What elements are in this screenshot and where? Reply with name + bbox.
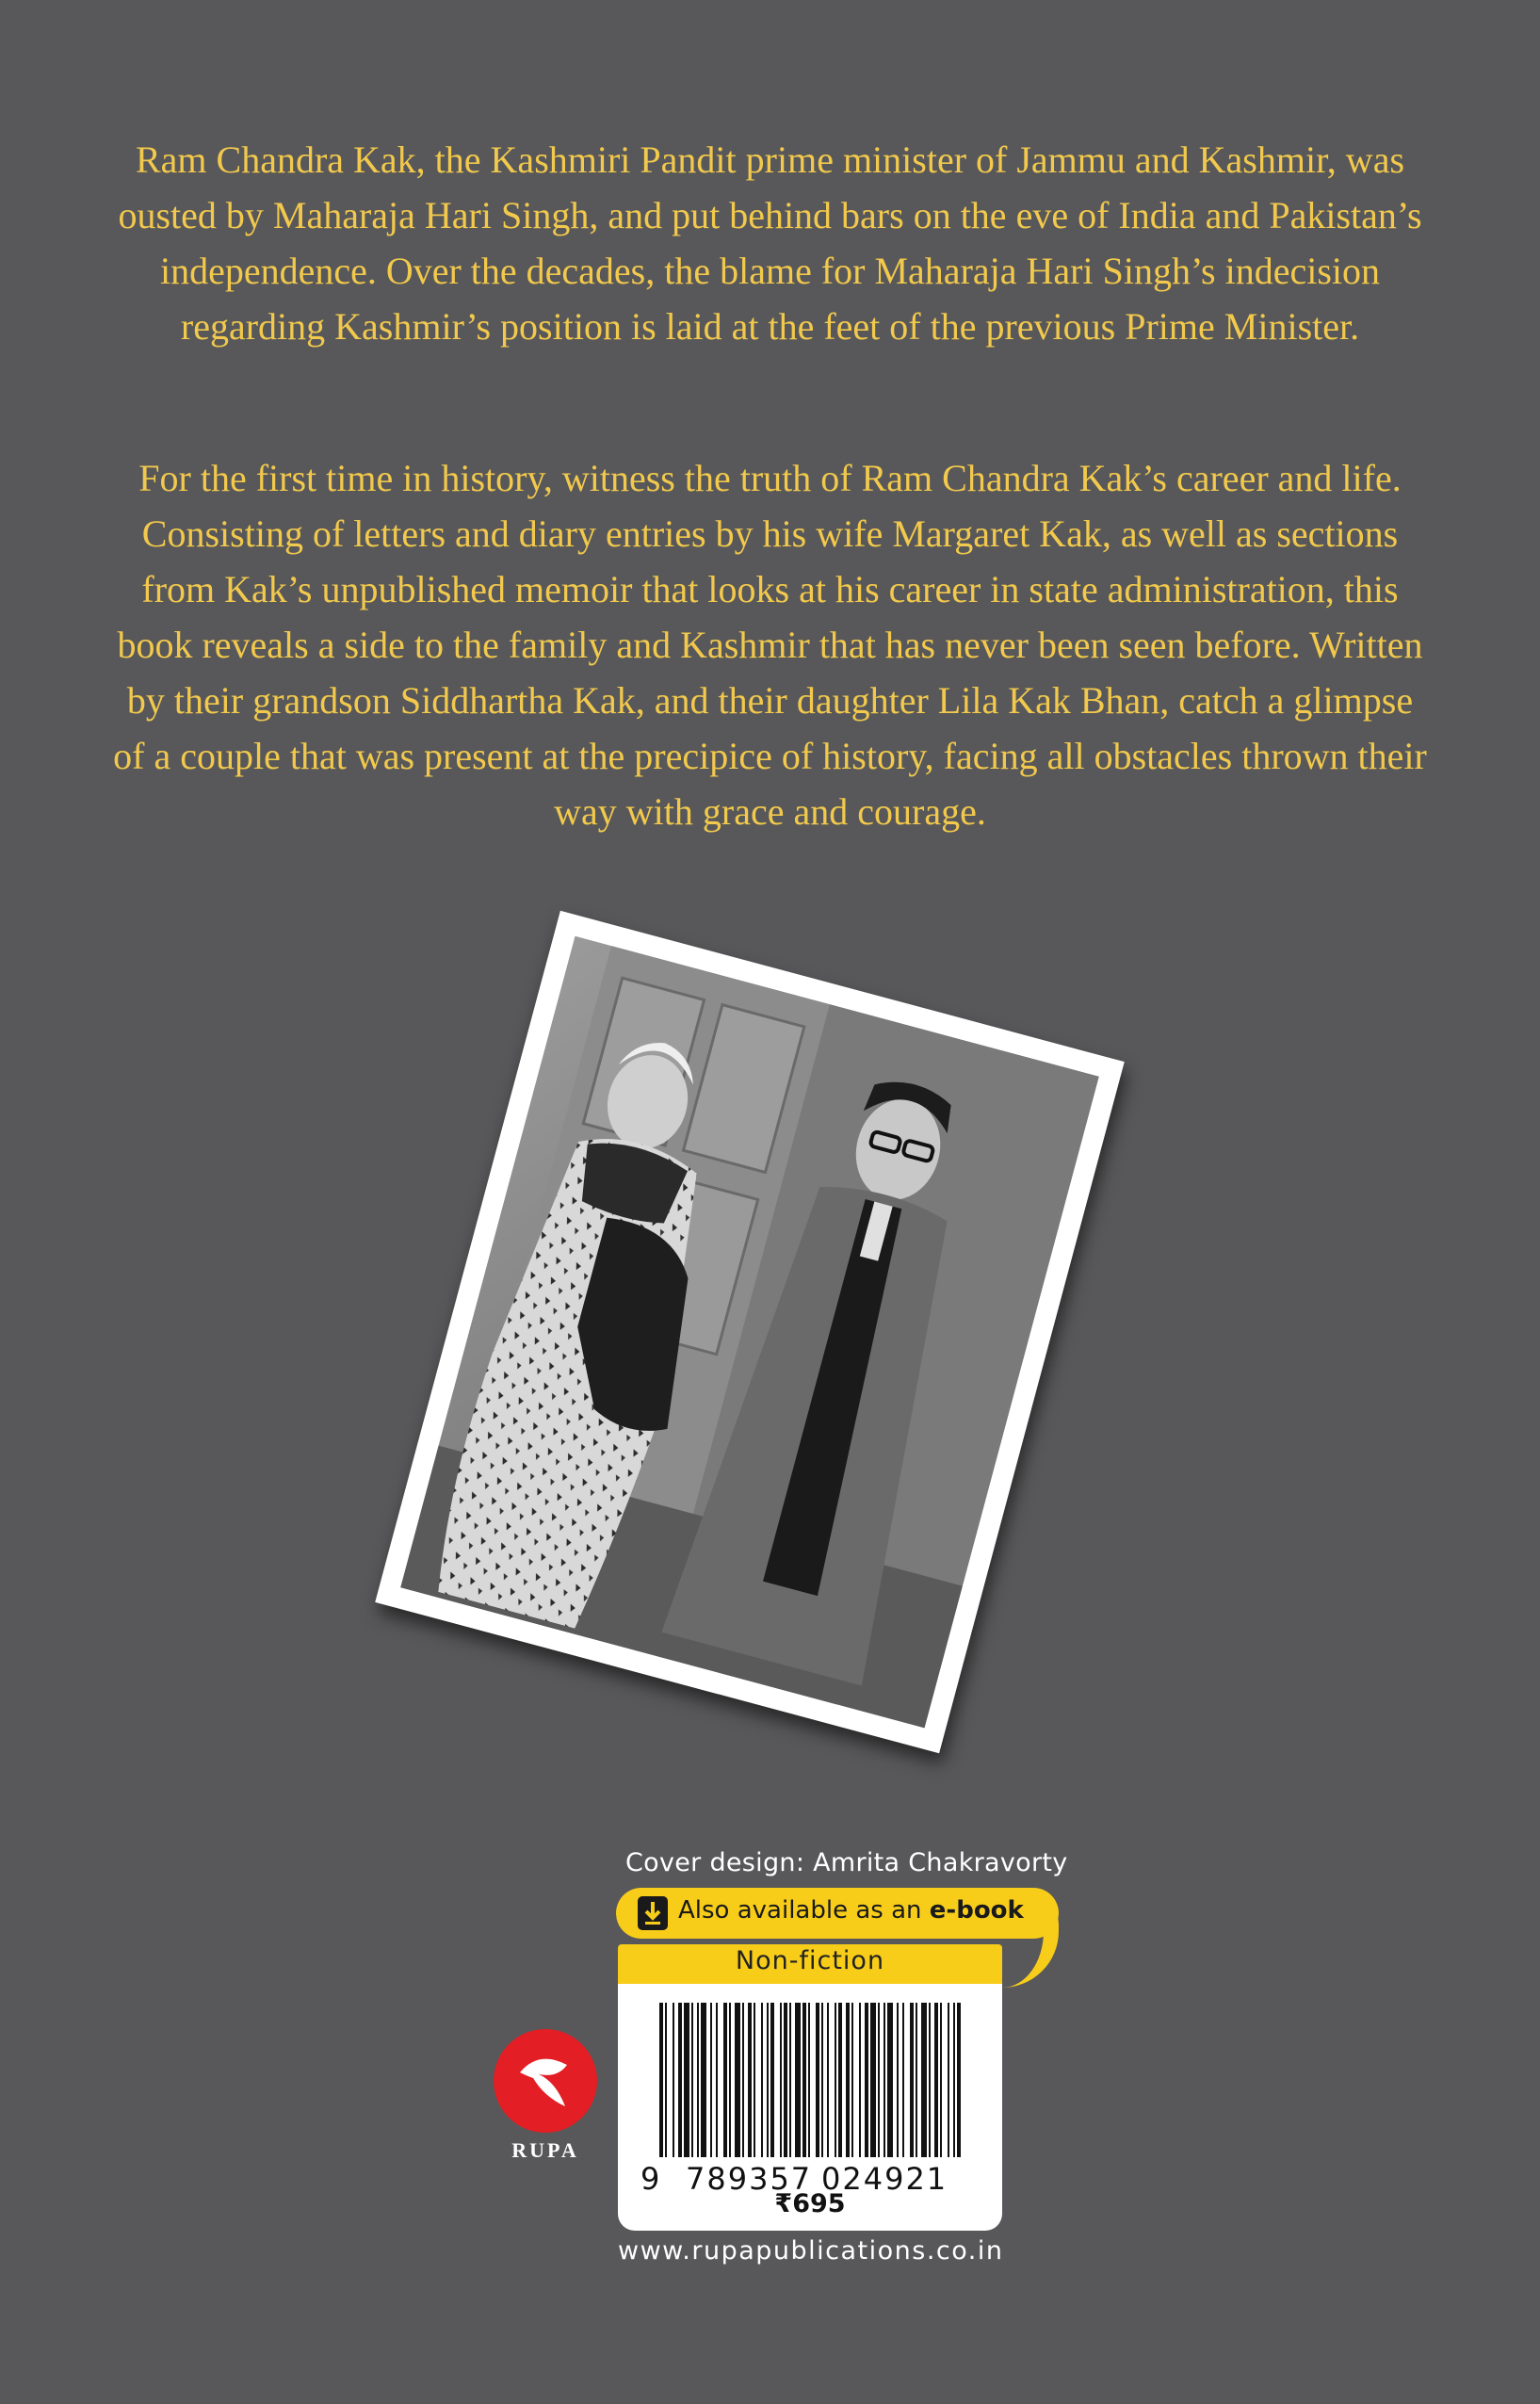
barcode-bar — [716, 2003, 718, 2157]
publisher-website: www.rupapublications.co.in — [618, 2236, 1004, 2266]
barcode-bar — [934, 2003, 938, 2157]
download-icon — [637, 1895, 669, 1931]
barcode-bar — [929, 2003, 931, 2157]
barcode-bar — [701, 2003, 706, 2157]
rupa-logo-icon — [492, 2027, 599, 2135]
barcode-bar — [883, 2003, 885, 2157]
barcode-bar — [887, 2003, 893, 2157]
barcode-bar — [710, 2003, 712, 2157]
barcode-bar — [673, 2003, 674, 2157]
blurb-paragraph-2: For the first time in history, witness the truth of Ram Chandra Kak’s career and life. Consisting of letters and diary entries by his wife Margaret Kak, as well as sections from Kak’s unpublished memoir that looks at his career in state administration, this book reveals a side to the family and Kashmir that has never been seen before. Written by their grandson Siddhartha Kak, and their daughter Lila Kak Bhan, catch a glimpse of a couple that was present at the precipice of history, facing all obstacles thrown their way with grace and courage. — [113, 457, 1427, 833]
barcode-bar — [808, 2003, 810, 2157]
barcode-bar — [770, 2003, 774, 2157]
barcode-bar — [957, 2003, 961, 2157]
barcode-bar — [851, 2003, 853, 2157]
barcode-bar — [735, 2003, 740, 2157]
barcode-bar — [665, 2003, 667, 2157]
barcode-bar — [784, 2003, 787, 2157]
isbn-group-2: 024921 — [821, 2161, 948, 2197]
barcode-bar — [859, 2003, 861, 2157]
barcode-bar — [659, 2003, 663, 2157]
barcode-bar — [916, 2003, 917, 2157]
barcode-bar — [953, 2003, 955, 2157]
barcode-bar — [754, 2003, 755, 2157]
genre-label: Non-fiction — [735, 1946, 885, 1975]
barcode-bar — [684, 2003, 689, 2157]
barcode-bar — [780, 2003, 782, 2157]
cover-design-credit: Cover design: Amrita Chakravorty — [625, 1848, 1068, 1877]
barcode-bar — [723, 2003, 727, 2157]
barcode-bar — [795, 2003, 801, 2157]
barcode-bar — [948, 2003, 949, 2157]
isbn-barcode — [659, 2003, 966, 2157]
barcode-bar — [940, 2003, 942, 2157]
barcode-bar — [838, 2003, 842, 2157]
barcode-bar — [761, 2003, 763, 2157]
barcode-bar — [742, 2003, 744, 2157]
barcode-bar — [902, 2003, 904, 2157]
barcode-bar — [870, 2003, 876, 2157]
barcode-bar — [878, 2003, 880, 2157]
photo-image — [400, 936, 1099, 1729]
barcode-bar — [846, 2003, 850, 2157]
barcode-bar — [821, 2003, 823, 2157]
ebook-highlight: e-book — [929, 1896, 1024, 1925]
couple-photograph — [375, 911, 1125, 1754]
barcode-bar — [835, 2003, 836, 2157]
ebook-availability — [678, 1896, 1024, 1925]
barcode-bar — [897, 2003, 899, 2157]
barcode-bar — [678, 2003, 682, 2157]
publisher-name: RUPA — [511, 2138, 579, 2162]
barcode-bar — [827, 2003, 829, 2157]
isbn-lead-digit: 9 — [640, 2161, 660, 2197]
barcode-bar — [816, 2003, 819, 2157]
barcode-bar — [921, 2003, 927, 2157]
price-label: ₹695 — [774, 2189, 846, 2218]
barcode-bar — [691, 2003, 693, 2157]
barcode-bar — [748, 2003, 752, 2157]
barcode-bar — [767, 2003, 769, 2157]
barcode-bar — [910, 2003, 914, 2157]
barcode-bar — [802, 2003, 806, 2157]
barcode-bar — [865, 2003, 868, 2157]
barcode-bar — [729, 2003, 731, 2157]
ebook-prefix: Also available as an — [678, 1896, 930, 1925]
barcode-bar — [789, 2003, 791, 2157]
isbn-group-1: 789357 — [686, 2161, 813, 2197]
barcode-bar — [697, 2003, 699, 2157]
blurb-paragraph-1: Ram Chandra Kak, the Kashmiri Pandit prime minister of Jammu and Kashmir, was ousted by Maharaja Hari Singh, and put behind bars on the eve of India and Pakistan’s independence. Over the decades, the blame for Maharaja Hari Singh’s indecision regarding Kashmir’s position is laid at the feet of the previous Prime Minister. — [118, 138, 1422, 348]
